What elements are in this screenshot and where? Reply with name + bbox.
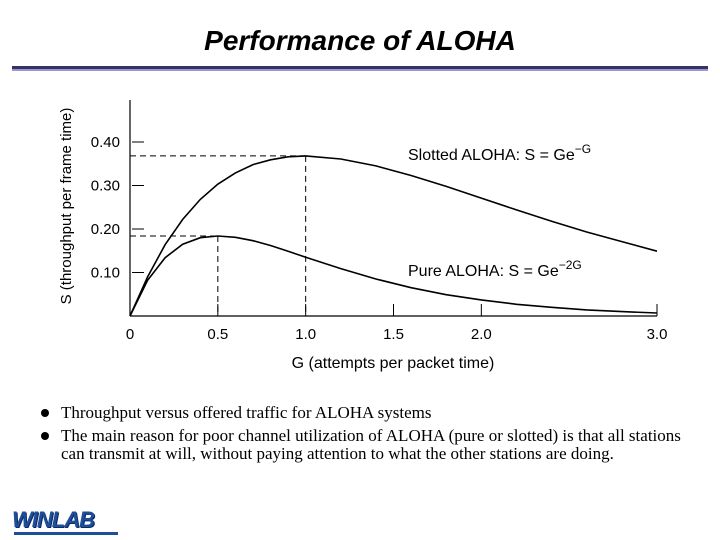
chart-series: [130, 156, 657, 316]
series-annotation-text: Pure ALOHA: S = Ge: [408, 263, 559, 280]
chart-labels: [58, 108, 667, 372]
x-tick-label: 1.5: [383, 326, 404, 343]
series-annotation: [408, 142, 591, 164]
logo-underline: [14, 532, 118, 535]
series-annotation-exponent: −G: [574, 142, 592, 156]
y-tick-label: 0.10: [90, 264, 120, 282]
bullet-text: The main reason for poor channel utilization of ALOHA (pure or slotted) is that all stations can transmit at will, without paying attention to what the other stations are doing.: [61, 426, 681, 463]
series-line: [130, 156, 657, 316]
series-annotation-exponent: −2G: [558, 258, 582, 272]
y-tick-label: 0.20: [90, 221, 120, 238]
x-tick-label: 0: [125, 326, 135, 343]
x-axis-label: G (attempts per packet time): [291, 355, 495, 372]
x-tick-label: 1.0: [295, 326, 317, 343]
series-annotation-text: Slotted ALOHA: S = Ge: [408, 147, 575, 164]
y-tick-label: 0.40: [90, 134, 120, 151]
bullet-dot-icon: [41, 432, 49, 440]
winlab-logo: [12, 508, 118, 536]
x-tick-label: 0.5: [207, 326, 229, 343]
bullet-dot-icon: [41, 409, 49, 417]
y-tick-label: 0.30: [90, 177, 120, 195]
slide-title: Performance of ALOHA: [204, 25, 516, 56]
logo-wordmark: WINLAB: [12, 507, 94, 532]
bullet-item: [48, 427, 688, 463]
x-tick-label: 3.0: [646, 326, 668, 343]
series-annotation: [408, 258, 582, 280]
y-axis-label: S (throughput per frame time): [58, 107, 75, 305]
x-tick-label: 2.0: [470, 326, 492, 343]
bullet-list: [48, 404, 688, 468]
bullet-item: [48, 404, 688, 422]
bullet-text: Throughput versus offered traffic for ALOHA systems: [61, 403, 432, 422]
